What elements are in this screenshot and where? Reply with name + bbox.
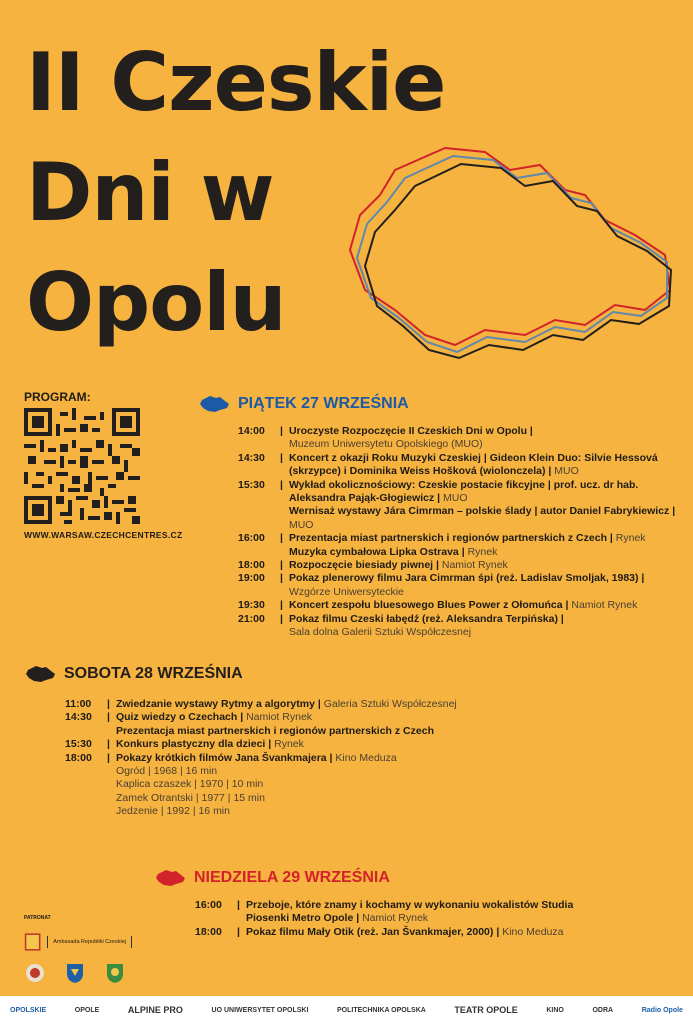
event-time: 14:00: [238, 425, 265, 437]
event-time: 15:30: [238, 478, 265, 491]
website-link[interactable]: WWW.WARSAW.CZECHCENTRES.CZ: [24, 530, 183, 540]
event-time: 21:00: [238, 612, 265, 625]
saturday-heading: [24, 664, 243, 684]
program-label: PROGRAM:: [24, 390, 91, 404]
event-place: Namiot Rynek: [246, 711, 313, 724]
event-desc: Rozpoczęcie biesiady piwnej |: [288, 559, 439, 572]
event-desc: Pokazy krótkich filmów Jana Švankmajera |: [115, 751, 333, 764]
event-time: 19:00: [238, 572, 265, 585]
saturday-heading-text: SOBOTA 28 WRZEŚNIA: [64, 665, 243, 682]
event-desc: Quiz wiedzy o Czechach |: [115, 711, 244, 724]
sponsor-logo: ALPINE PRO: [127, 1005, 183, 1015]
event-row: 19:00 | Pokaz plenerowy filmu Jara Cimrman śpi (reż. Ladislav Smoljak, 1983) | Wzgórze Uniwersyteckie: [238, 572, 645, 598]
event-desc: Zwiedzanie wystawy Rytmy a algorytmy |: [115, 698, 321, 710]
film-list: [116, 765, 495, 819]
event-place: Galeria Sztuki Współczesnej: [323, 698, 457, 710]
event-row: 14:30 | Koncert z okazji Roku Muzyki Czeskiej | Gideon Klein Duo: Silvie Hessová (skrzypce) i Dominika Weiss Hošková (wiolonczela) | MUO: [238, 451, 658, 478]
event-desc: Konkurs plastyczny dla dzieci |: [115, 738, 272, 751]
event-desc: Pokaz filmu Czeski łabędź (reż. Aleksandra Terpińska) |: [288, 612, 564, 625]
event-place: Kino Meduza: [335, 751, 397, 764]
event-time: 18:00: [65, 751, 92, 764]
czech-map-outline-illustration: [335, 140, 675, 365]
poland-emblem-icon: [24, 962, 46, 984]
czech-map-icon: [24, 664, 56, 684]
sponsor-logo: Radio Opole: [641, 1006, 683, 1014]
event-time: 15:30: [65, 738, 92, 751]
event-place: MUO: [443, 492, 468, 505]
czech-emblem-icon: [24, 930, 41, 954]
event-time: 16:00: [195, 899, 222, 911]
patron-emblems: [24, 962, 126, 984]
film-item: Zamek Otrantski | 1977 | 15 min: [115, 791, 265, 804]
sponsor-logo: OPOLE: [74, 1006, 100, 1014]
sponsor-logo: TEATR OPOLE: [454, 1005, 518, 1015]
sunday-heading-text: NIEDZIELA 29 WRZEŚNIA: [194, 869, 390, 886]
title-line-2: Dni w: [26, 146, 274, 239]
event-sub: Prezentacja miast partnerskich i regionów partnerskich z Czech: [115, 724, 434, 737]
title-line-3: Opolu: [26, 256, 286, 349]
event-place: Namiot Rynek: [571, 599, 638, 612]
event-place: Muzeum Uniwersytetu Opolskiego (MUO): [288, 438, 483, 451]
event-row: 14:30 | Quiz wiedzy o Czechach | Namiot Rynek Prezentacja miast partnerskich i regionów partnerskich z Czech: [65, 711, 434, 737]
event-desc: Wykład okolicznościowy: Czeskie postacie fikcyjne | prof. ucz. dr hab. Aleksandra Pająk-Głogiewicz |: [288, 478, 639, 505]
event-desc: Prezentacja miast partnerskich i regionów partnerskich z Czech |: [288, 532, 613, 545]
event-time: 19:30: [238, 599, 265, 612]
friday-heading: [198, 394, 409, 414]
event-row: 15:30 | Wykład okolicznościowy: Czeskie postacie fikcyjne | prof. ucz. dr hab. Aleksandra Pająk-Głogiewicz | MUO Wernisaż wystawy Jára Cimrman – polskie ślady | autor Daniel Fabrykiewicz | MUO: [238, 478, 676, 531]
event-place: Namiot Rynek: [441, 559, 508, 572]
event-row: 15:30 | Konkurs plastyczny dla dzieci | Rynek: [65, 738, 304, 751]
event-desc: Przeboje, które znamy i kochamy w wykonaniu wokalistów Studia Piosenki Metro Opole |: [245, 899, 574, 925]
friday-heading-text: PIĄTEK 27 WRZEŚNIA: [238, 395, 409, 412]
film-item: Kaplica czaszek | 1970 | 10 min: [115, 778, 264, 791]
sponsor-logo: OPOLSKIE: [10, 1006, 47, 1014]
saturday-events: [65, 698, 495, 819]
event-sub: Wernisaż wystawy Jára Cimrman – polskie ślady | autor Daniel Fabrykiewicz |: [288, 505, 676, 518]
film-item: Jedzenie | 1992 | 16 min: [115, 805, 230, 818]
city-emblem-icon: [104, 962, 126, 984]
event-place: Sala dolna Galerii Sztuki Współczesnej: [288, 626, 472, 639]
embassy-name: Ambasada Republiki Czeskiej: [47, 936, 132, 948]
event-place: MUO: [554, 465, 579, 478]
friday-events: [238, 425, 678, 640]
event-time: 14:30: [238, 451, 265, 464]
sponsor-logo: ODRA: [592, 1006, 614, 1014]
event-row: 16:00 | Przeboje, które znamy i kochamy w wykonaniu wokalistów Studia Piosenki Metro Opole | Namiot Rynek: [195, 899, 574, 925]
sponsor-logo: KINO: [546, 1006, 564, 1014]
event-place: Namiot Rynek: [362, 912, 429, 925]
sunday-heading: [154, 868, 390, 888]
sponsor-logo: UO UNIWERSYTET OPOLSKI: [211, 1006, 309, 1014]
event-row: 18:00 | Pokaz filmu Mały Otik (reż. Jan Švankmajer, 2000) | Kino Meduza: [195, 925, 564, 938]
sponsor-logo: POLITECHNIKA OPOLSKA: [337, 1006, 426, 1014]
event-place: Wzgórze Uniwersyteckie: [288, 585, 404, 598]
qr-code-icon[interactable]: [24, 408, 140, 524]
event-time: 18:00: [195, 925, 222, 938]
event-row: 11:00 | Zwiedzanie wystawy Rytmy a algorytmy | Galeria Sztuki Współczesnej: [65, 698, 457, 710]
sponsor-footer: [0, 996, 693, 1024]
event-row: 16:00 | Prezentacja miast partnerskich i regionów partnerskich z Czech | Rynek Muzyka cymbałowa Lipka Ostrava | Rynek: [238, 532, 646, 558]
event-desc: Pokaz filmu Mały Otik (reż. Jan Švankmajer, 2000) |: [245, 925, 500, 938]
event-subplace: MUO: [288, 518, 314, 531]
event-place: Rynek: [615, 532, 646, 545]
event-row: 19:30 | Koncert zespołu bluesowego Blues Power z Ołomuńca | Namiot Rynek: [238, 599, 638, 612]
voivodeship-emblem-icon: [64, 962, 86, 984]
czech-map-icon: [198, 394, 230, 414]
title-line-1: II Czeskie: [26, 36, 446, 129]
event-row: 18:00 | Rozpoczęcie biesiady piwnej | Namiot Rynek: [238, 559, 508, 572]
event-desc: Koncert z okazji Roku Muzyki Czeskiej | Gideon Klein Duo: Silvie Hessová (skrzypce) i Dominika Weiss Hošková (wiolonczela) |: [288, 451, 658, 478]
event-row: 14:00 | Uroczyste Rozpoczęcie II Czeskich Dni w Opolu | Muzeum Uniwersytetu Opolskiego (MUO): [238, 425, 533, 451]
event-time: 18:00: [238, 559, 265, 572]
event-subplace: Rynek: [467, 545, 498, 558]
film-item: Ogród | 1968 | 16 min: [115, 765, 218, 778]
event-row: 18:00 | Pokazy krótkich filmów Jana Švankmajera | Kino Meduza Ogród | 1968 | 16 min Kaplica czaszek | 1970 | 10 min Zamek Otrantski | 1977 | 15 min Jedzenie | 1992 | 16 min: [65, 752, 495, 819]
event-time: 16:00: [238, 532, 265, 545]
event-desc: Pokaz plenerowy filmu Jara Cimrman śpi (reż. Ladislav Smoljak, 1983) |: [288, 572, 645, 585]
event-place: Kino Meduza: [502, 925, 564, 938]
event-time: 11:00: [65, 698, 92, 710]
event-row: 21:00 | Pokaz filmu Czeski łabędź (reż. Aleksandra Terpińska) | Sala dolna Galerii Sztuki Współczesnej: [238, 612, 564, 639]
patronage-box: [24, 928, 132, 956]
event-desc: Uroczyste Rozpoczęcie II Czeskich Dni w Opolu |: [288, 425, 533, 437]
event-time: 14:30: [65, 711, 92, 724]
sunday-events: [195, 899, 585, 939]
czech-map-icon: [154, 868, 186, 888]
event-place: Rynek: [274, 738, 304, 751]
event-desc: Koncert zespołu bluesowego Blues Power z Ołomuńca |: [288, 599, 569, 612]
event-sub: Muzyka cymbałowa Lipka Ostrava |: [288, 545, 465, 558]
patronage-label: PATRONAT: [24, 915, 51, 921]
